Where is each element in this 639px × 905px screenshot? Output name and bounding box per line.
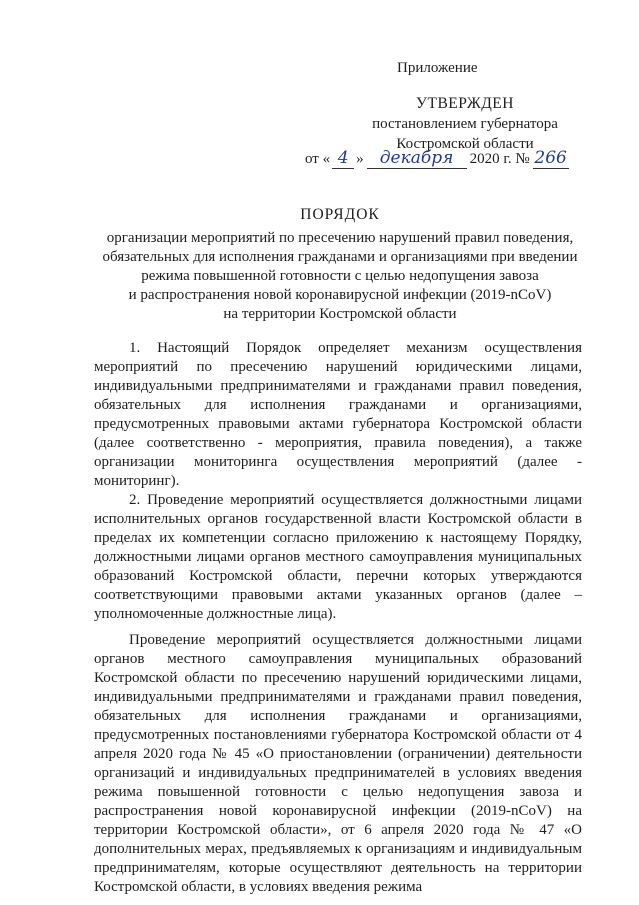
subtitle-line: организации мероприятий по пресечению нарушений правил поведения, bbox=[106, 230, 574, 246]
handwritten-month: декабря bbox=[367, 148, 467, 169]
subtitle-line: обязательных для исполнения гражданами и организациями при введении bbox=[102, 249, 578, 265]
document-title: ПОРЯДОК bbox=[300, 206, 380, 223]
subtitle-line: на территории Костромской области bbox=[223, 306, 457, 322]
appendix-label: Приложение bbox=[397, 60, 478, 76]
approved-heading: УТВЕРЖДЕН bbox=[416, 95, 514, 112]
subtitle-line: и распространения новой коронавирусной инфекции (2019-nCoV) bbox=[128, 287, 552, 303]
date-year: 2020 г. № bbox=[469, 151, 530, 167]
decree-date-line bbox=[305, 148, 569, 169]
approval-block bbox=[300, 94, 630, 154]
approved-by-line-2: Костромской области bbox=[396, 136, 534, 152]
paragraph: 1. Настоящий Порядок определяет механизм осуществления мероприятий по пресечению нарушений юридическими лицами, индивидуальными предпринимателями и гражданами правил поведения, обязательных для исполнения гражданами и организациями, предусмотренных правовыми актами губернатора Костромской области (далее соответственно - мероприятия, правила поведения), а также организации мониторинга осуществления мероприятий (далее - мониторинг). bbox=[94, 340, 582, 489]
paragraph: 2. Проведение мероприятий осуществляется должностными лицами исполнительных органов государственной власти Костромской области в пределах их компетенции согласно приложению к настоящему Порядку, должностными лицами органов местного самоуправления муниципальных образований Костромской области, перечни которых утверждаются соответствующими правовыми актами указанных органов (далее – уполномоченные должностные лица). bbox=[94, 492, 582, 622]
document-title-block bbox=[60, 205, 620, 324]
date-close-quote: » bbox=[356, 151, 364, 167]
handwritten-day: 4 bbox=[332, 148, 354, 169]
handwritten-decree-number: 266 bbox=[534, 148, 567, 168]
date-prefix: от « bbox=[305, 151, 331, 167]
document-body bbox=[94, 339, 582, 897]
approved-by-line-1: постановлением губернатора bbox=[372, 116, 558, 132]
subtitle-line: режима повышенной готовности с целью недопущения завоза bbox=[141, 268, 539, 284]
paragraph: Проведение мероприятий осуществляется должностными лицами органов местного самоуправления муниципальных образований Костромской области по пресечению нарушений юридическими лицами, индивидуальными предпринимателями и гражданами правил поведения, обязательных для исполнения гражданами и организациями, предусмотренных постановлениями губернатора Костромской области от 4 апреля 2020 года № 45 «О приостановлении (ограничении) деятельности организаций и индивидуальных предпринимателей в условиях введения режима повышенной готовности с целью недопущения завоза и распространения новой коронавирусной инфекции (2019-nCoV) на территории Костромской области», от 6 апреля 2020 года № 47 «О дополнительных мерах, предъявляемых к организациям и индивидуальным предпринимателям, которые осуществляют деятельность на территории Костромской области, в условиях введения режима bbox=[94, 632, 582, 895]
